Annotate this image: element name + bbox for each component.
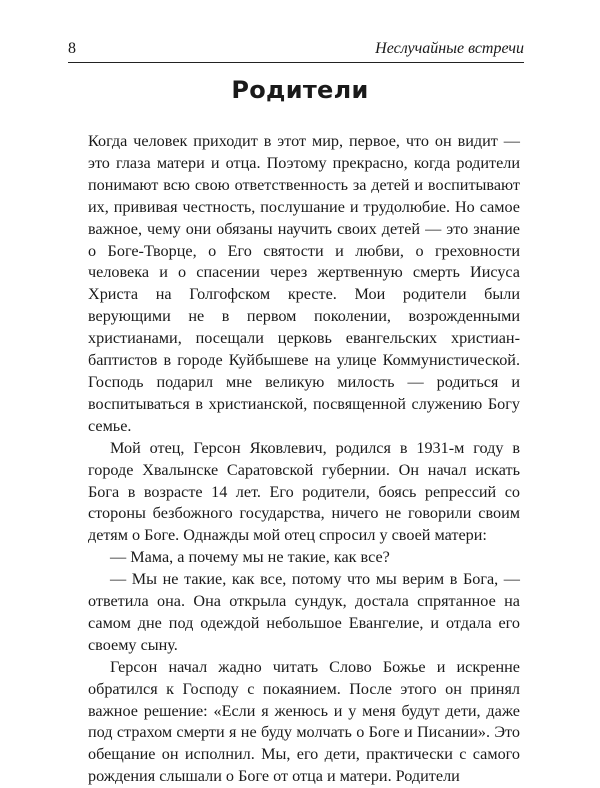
body-text <box>88 131 520 788</box>
paragraph: Мой отец, Герсон Яковлевич, родился в 1931-м году в городе Хвалынске Саратовской губернии. Он начал искать Бога в возрасте 14 лет. Его родители, боясь репрессий со стороны безбожного государства, ничего не говорили своим детям о Боге. Однажды мой отец спросил у своей матери: <box>88 438 520 545</box>
paragraph-dialogue: — Мама, а почему мы не такие, как все? <box>110 548 390 567</box>
paragraph-dialogue: — Мы не такие, как все, потому что мы верим в Бога, — ответила она. Она открыла сундук, достала спрятанное на самом дне под одеждой небольшое Евангелие, и отдала его своему сыну. <box>88 570 520 654</box>
paragraph: Герсон начал жадно читать Слово Божье и искренне обратился к Господу с покаянием. После этого он принял важное решение: «Если я женюсь и у меня будут дети, даже под страхом смерти я не буду молчать о Боге и Писании». Это обещание он исполнил. Мы, его дети, практически с самого рождения слышали о Боге от отца и матери. Родители <box>88 657 520 786</box>
page-number: 8 <box>68 40 76 57</box>
paragraph: Когда человек приходит в этот мир, первое, что он видит — это глаза матери и отца. Поэтому прекрасно, когда родители понимают всю свою ответственность за детей и воспитывают их, прививая честность, послушание и трудолюбие. Но самое важное, чему они обязаны научить своих детей — это знание о Боге-Творце, о Его святости и любви, о греховности человека и о спасении через жертвенную смерть Иисуса Христа на Голгофском кресте. Мои родители были верующими не в первом поколении, возрожденными христианами, посещали церковь евангельских христиан-баптистов в городе Куйбышеве на улице Коммунистической. Господь подарил мне великую милость — родиться и воспитываться в христианской, посвященной служению Богу семье. <box>88 132 520 435</box>
chapter-title: Родители <box>231 76 369 104</box>
running-title: Неслучайные встречи <box>375 40 524 57</box>
running-header <box>68 38 524 63</box>
